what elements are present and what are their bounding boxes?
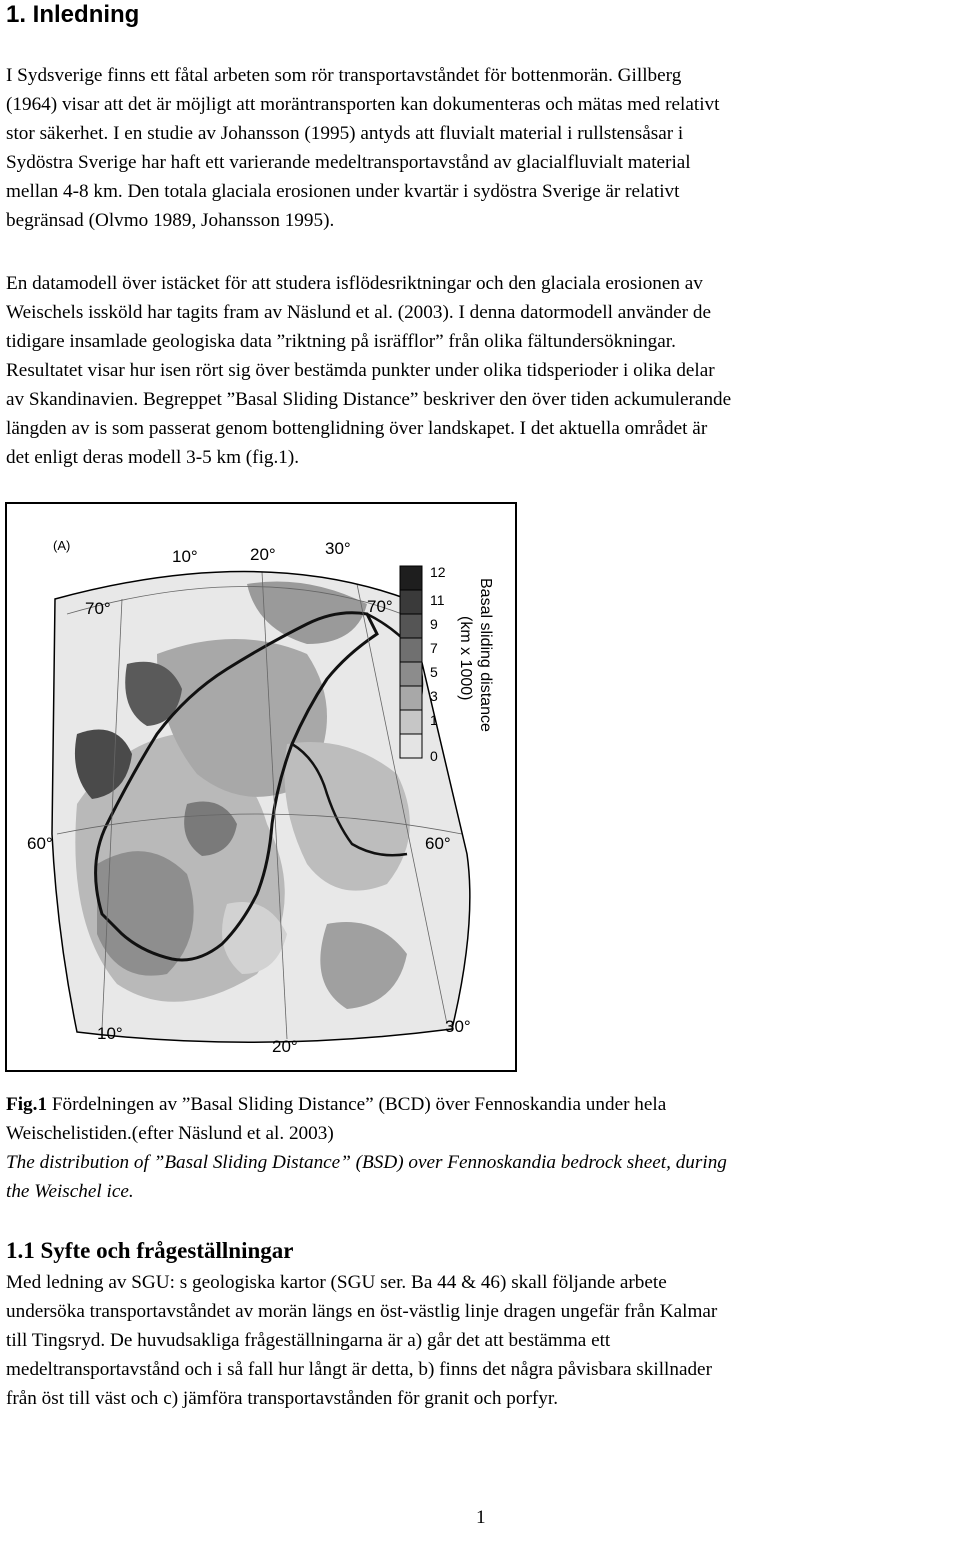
caption-line xyxy=(6,1090,727,1119)
lat-label-right: 60° xyxy=(425,834,451,853)
panel-label: (A) xyxy=(53,538,71,553)
legend xyxy=(400,564,494,764)
text-line: I Sydsverige finns ett fåtal arbeten som rör transportavståndet för bottenmorän. Gillberg xyxy=(6,65,682,86)
text-line: tidigare insamlade geologiska data ”riktning på isräfflor” från olika fältundersökningar. xyxy=(6,331,676,352)
text-line: Sydöstra Sverige har haft ett varierande medeltransportavstånd av glacialfluvialt material xyxy=(6,152,691,173)
text-line: undersöka transportavståndet av morän längs en öst-västlig linje dragen ungefär från Kalmar xyxy=(6,1301,718,1322)
legend-swatch xyxy=(400,638,422,662)
legend-swatch xyxy=(400,662,422,686)
lon-label-top: 10° xyxy=(172,547,198,566)
lat-label-right: 70° xyxy=(367,597,393,616)
text-line: det enligt deras modell 3-5 km (fig.1). xyxy=(6,447,300,468)
paragraph-datamodell xyxy=(6,269,731,472)
map-area xyxy=(7,504,515,1070)
paragraph-intro xyxy=(6,61,719,235)
lat-label-left: 70° xyxy=(85,599,111,618)
legend-value: 5 xyxy=(430,664,438,680)
text-line: från öst till väst och c) jämföra transportavstånden för granit och porfyr. xyxy=(6,1388,558,1409)
paragraph-syfte xyxy=(6,1268,717,1413)
text-line: till Tingsryd. De huvudsakliga frågeställningarna är a) går det att bestämma ett xyxy=(6,1330,611,1351)
lon-label-bottom: 10° xyxy=(97,1024,123,1043)
text-line: stor säkerhet. I en studie av Johansson (1995) antyds att fluvialt material i rullstensåsar i xyxy=(6,123,684,144)
legend-value: 11 xyxy=(430,592,445,608)
lat-label-left: 60° xyxy=(27,834,53,853)
legend-swatch xyxy=(400,686,422,710)
lon-label-top: 30° xyxy=(325,539,351,558)
caption-fig-label: Fig.1 xyxy=(6,1094,48,1115)
text-line: (1964) visar att det är möjligt att moräntransporten kan dokumenteras och mätas med relativt xyxy=(6,94,720,115)
legend-value: 7 xyxy=(430,640,438,656)
text-line: Resultatet visar hur isen rört sig över bestämda punkter under olika tidsperioder i olika delar xyxy=(6,360,715,381)
legend-swatch xyxy=(400,566,422,590)
text-line: medeltransportavstånd och i så fall hur långt är detta, b) finns det några påvisbara skillnader xyxy=(6,1359,712,1380)
lon-label-bottom: 20° xyxy=(272,1037,298,1056)
section-heading-syfte: 1.1 Syfte och frågeställningar xyxy=(6,1238,294,1263)
legend-title: Basal sliding distance xyxy=(477,578,494,732)
section-heading-inledning: 1. Inledning xyxy=(6,1,140,28)
legend-swatch xyxy=(400,614,422,638)
text-line: begränsad (Olvmo 1989, Johansson 1995). xyxy=(6,210,335,231)
text-line: av Skandinavien. Begreppet ”Basal Sliding Distance” beskriver den över tiden ackumulerande xyxy=(6,389,732,410)
text-line: Med ledning av SGU: s geologiska kartor (SGU ser. Ba 44 & 46) skall följande arbete xyxy=(6,1272,667,1293)
legend-value: 0 xyxy=(430,748,438,764)
legend-value: 1 xyxy=(430,712,438,728)
page-number: 1 xyxy=(476,1507,486,1528)
legend-value: 9 xyxy=(430,616,438,632)
caption-english-line: the Weischel ice. xyxy=(6,1181,134,1202)
legend-value: 12 xyxy=(430,564,446,580)
legend-value: 3 xyxy=(430,688,438,704)
caption-english-line: The distribution of ”Basal Sliding Distance” (BSD) over Fennoskandia bedrock sheet, during xyxy=(6,1152,727,1173)
caption-text: Fördelningen av ”Basal Sliding Distance” (BCD) över Fennoskandia under hela xyxy=(47,1094,667,1115)
caption-line: Weischelistiden.(efter Näslund et al. 2003) xyxy=(6,1123,334,1144)
text-line: En datamodell över istäcket för att studera isflödesriktningar och den glaciala erosionen av xyxy=(6,273,703,294)
contour-region xyxy=(97,851,194,976)
lon-label-top: 20° xyxy=(250,545,276,564)
lon-label-bottom: 30° xyxy=(445,1017,471,1036)
text-line: Weischels issköld har tagits fram av Näslund et al. (2003). I denna datormodell använder de xyxy=(6,302,711,323)
legend-swatch xyxy=(400,710,422,734)
text-line: längden av is som passerat genom bottenglidning över landskapet. I det aktuella området är xyxy=(6,418,708,439)
legend-unit: (km x 1000) xyxy=(457,616,474,701)
figure-basal-sliding-map xyxy=(5,502,517,1072)
legend-swatch xyxy=(400,734,422,758)
legend-swatch xyxy=(400,590,422,614)
text-line: mellan 4-8 km. Den totala glaciala erosionen under kvartär i sydöstra Sverige är relativt xyxy=(6,181,680,202)
figure-caption xyxy=(6,1090,727,1206)
map-svg xyxy=(7,504,515,1070)
